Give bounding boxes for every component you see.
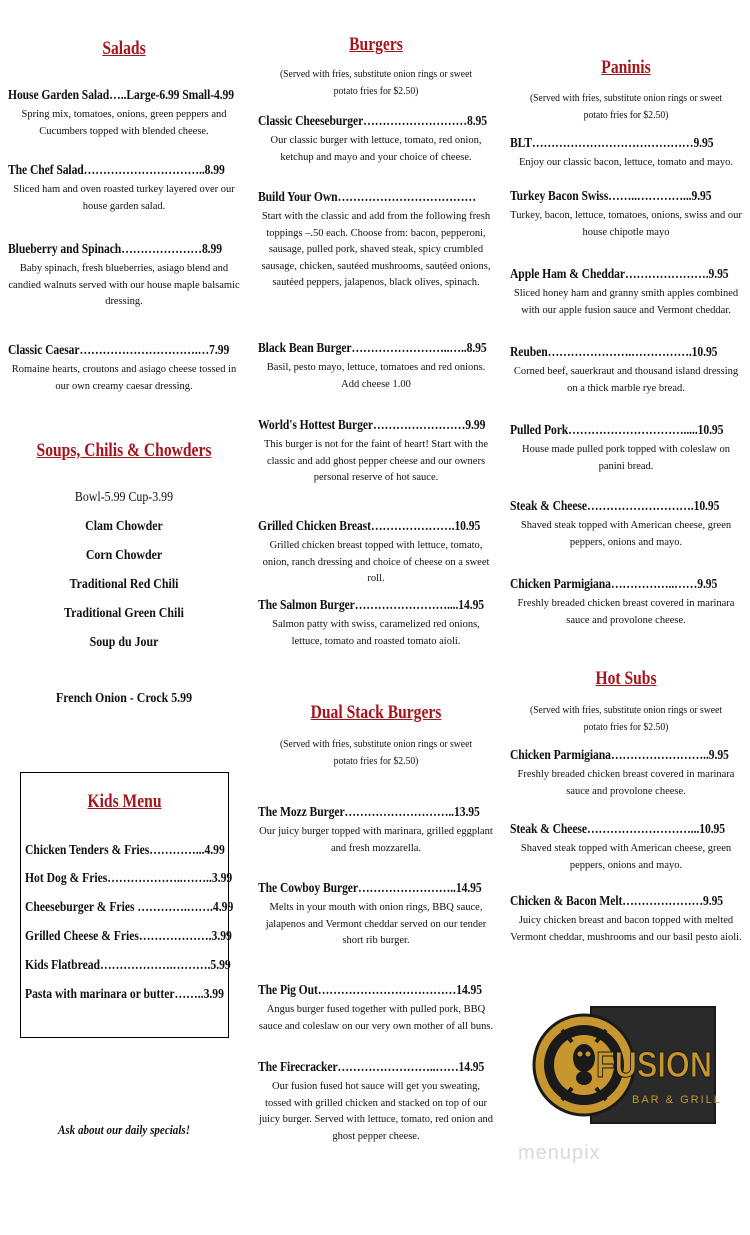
hot-subs-heading: Hot Subs <box>595 668 657 689</box>
kids-item: Pasta with marinara or butter……..3.99 <box>25 987 224 1002</box>
kids-heading-wrap <box>21 791 228 813</box>
hot-subs-note: (Served with fries, substitute onion rings or sweet potato fries for $2.50) <box>529 705 723 733</box>
item-desc: Shaved steak topped with American cheese, green peppers, onions and mayo. <box>520 520 732 548</box>
item-name: Grilled Chicken Breast………………….10.95 <box>258 519 481 534</box>
item-desc: Sliced ham and oven roasted turkey layered over our house garden salad. <box>13 184 235 212</box>
menu-item <box>510 894 742 946</box>
menu-item <box>258 341 494 393</box>
item-name: Steak & Cheese………………………...10.95 <box>510 822 725 837</box>
item-name: The Salmon Burger……………………....14.95 <box>258 598 485 613</box>
item-desc: Our classic burger with lettuce, tomato, red onion, ketchup and mayo and your choice of cheese. <box>270 135 482 163</box>
menu-item <box>510 136 742 172</box>
item-desc: Baby spinach, fresh blueberries, asiago blend and candied walnuts served with our house maple balsamic dressing. <box>8 263 240 308</box>
item-desc: Basil, pesto mayo, lettuce, tomatoes and red onions. Add cheese 1.00 <box>266 362 486 390</box>
item-desc: Spring mix, tomatoes, onions, green peppers and Cucumbers topped with blended cheese. <box>21 109 227 137</box>
item-desc: Salmon patty with swiss, caramelized red onions, lettuce, tomato and roasted tomato aioli. <box>272 619 480 647</box>
menu-item <box>510 748 742 800</box>
menu-item <box>510 189 742 241</box>
soup-item: Corn Chowder <box>85 548 163 563</box>
soup-item: Traditional Green Chili <box>64 606 184 621</box>
item-desc: Juicy chicken breast and bacon topped with melted Vermont cheddar, mushrooms and our basil pesto aioli. <box>510 915 742 943</box>
item-desc: Start with the classic and add from the following fresh toppings –.50 each. Choose from: bacon, pepperoni, sausage, pulled pork, shaved steak, spicy crumbled sausage, chicken, sautéed mushrooms, sautéed onions, sautéed peppers, jalapenos, black olives, spinach. <box>261 211 491 289</box>
item-name: Chicken & Bacon Melt…………………9.95 <box>510 894 724 909</box>
item-name: Reuben………………….…………….10.95 <box>510 345 718 360</box>
item-desc: Corned beef, sauerkraut and thousand island dressing on a thick marble rye bread. <box>513 366 739 394</box>
item-name: World's Hottest Burger……………………9.99 <box>258 418 486 433</box>
menu-item <box>510 822 742 874</box>
soup-item: Traditional Red Chili <box>69 577 179 592</box>
menu-item <box>510 577 742 629</box>
item-desc: Romaine hearts, croutons and asiago cheese tossed in our own creamy caesar dressing. <box>11 364 237 392</box>
soup-prices: Bowl-5.99 Cup-3.99 <box>74 490 174 505</box>
soup-item: Clam Chowder <box>85 519 163 534</box>
menu-item <box>510 267 742 319</box>
item-desc: Our fusion fused hot sauce will get you sweating, tossed with grilled chicken and stacked on top of our juicy burger. Served with lettuce, tomato, red onion and ghost pepper cheese. <box>259 1081 493 1142</box>
paninis-note: (Served with fries, substitute onion rings or sweet potato fries for $2.50) <box>529 93 723 121</box>
hot-subs-section <box>510 668 742 690</box>
item-desc: Shaved steak topped with American cheese, green peppers, onions and mayo. <box>520 843 732 871</box>
item-desc: Angus burger fused together with pulled pork, BBQ sauce and coleslaw on our very own mother of all buns. <box>258 1004 494 1032</box>
burgers-heading: Burgers <box>349 34 403 55</box>
menu-item <box>8 343 240 395</box>
menu-item <box>258 1060 494 1145</box>
menu-item <box>258 881 494 950</box>
french-onion: French Onion - Crock 5.99 <box>55 691 193 706</box>
item-desc: Freshly breaded chicken breast covered in marinara sauce and provolone cheese. <box>517 769 735 797</box>
item-desc: Turkey, bacon, lettuce, tomatoes, onions, swiss and our house chipotle mayo <box>510 210 742 238</box>
item-name: The Pig Out………………………………14.95 <box>258 983 482 998</box>
item-desc: Grilled chicken breast topped with lettuce, tomato, onion, ranch dressing and choice of cheese on a sweet roll. <box>262 540 490 585</box>
item-name: Turkey Bacon Swiss……..…………...9.95 <box>510 189 712 204</box>
menu-item <box>258 598 494 650</box>
menu-item <box>258 418 494 487</box>
item-name: Steak & Cheese……………………….10.95 <box>510 499 720 514</box>
item-name: Classic Caesar………………………….…7.99 <box>8 343 230 358</box>
item-desc: Melts in your mouth with onion rings, BBQ sauce, jalapenos and Vermont cheddar served on our tender short rib burger. <box>265 902 487 947</box>
soup-item: Soup du Jour <box>89 635 159 650</box>
menu-item <box>510 423 742 475</box>
kids-menu-box <box>20 772 234 1038</box>
item-name: The Mozz Burger………………………..13.95 <box>258 805 480 820</box>
item-desc: Sliced honey ham and granny smith apples combined with our apple fusion sauce and Vermont cheddar. <box>513 288 739 316</box>
item-desc: House made pulled pork topped with coleslaw on panini bread. <box>522 444 730 472</box>
menu-item <box>258 519 494 588</box>
dual-stack-heading: Dual Stack Burgers <box>310 702 442 723</box>
logo-subtext: BAR & GRILL <box>632 1094 722 1106</box>
kids-item: Kids Flatbread……………….……….5.99 <box>25 958 231 973</box>
menu-item <box>258 983 494 1035</box>
item-name: Apple Ham & Cheddar………………….9.95 <box>510 267 729 282</box>
item-name: Blueberry and Spinach…………………8.99 <box>8 242 222 257</box>
item-name: Black Bean Burger……………………..…..8.95 <box>258 341 487 356</box>
item-name: BLT……………………………………9.95 <box>510 136 714 151</box>
menu-item <box>258 805 494 857</box>
kids-item: Grilled Cheese & Fries……………….3.99 <box>25 929 232 944</box>
fusion-logo-graphic <box>532 990 722 1140</box>
fusion-logo <box>532 990 722 1140</box>
item-desc: Enjoy our classic bacon, lettuce, tomato and mayo. <box>518 157 734 168</box>
dual-stack-section <box>258 702 494 724</box>
menu-item <box>510 345 742 397</box>
item-name: The Firecracker……………………..……14.95 <box>258 1060 485 1075</box>
menu-item <box>258 190 494 292</box>
paninis-heading: Paninis <box>601 57 651 78</box>
item-name: The Cowboy Burger……………………..14.95 <box>258 881 482 896</box>
menu-item <box>8 88 240 140</box>
paninis-section <box>510 57 742 79</box>
item-name: Chicken Parmigiana……………..……9.95 <box>510 577 718 592</box>
burgers-note: (Served with fries, substitute onion rings or sweet potato fries for $2.50) <box>279 69 473 97</box>
kids-item: Hot Dog & Fries………………..……..3.99 <box>25 871 233 886</box>
kids-item: Cheeseburger & Fries ………….…….4.99 <box>25 900 234 915</box>
item-name: Build Your Own……………………………… <box>258 190 477 205</box>
item-name: Pulled Pork………………………….....10.95 <box>510 423 724 438</box>
menu-item <box>258 114 494 166</box>
soups-heading: Soups, Chilis & Chowders <box>36 440 212 461</box>
soups-section <box>8 440 240 462</box>
watermark: menupix <box>518 1142 601 1164</box>
logo-text: FUSION <box>596 1044 712 1085</box>
menu-item <box>510 499 742 551</box>
item-name: House Garden Salad…..Large-6.99 Small-4.99 <box>8 88 235 103</box>
burgers-section <box>258 34 494 56</box>
salads-section <box>8 38 240 60</box>
salads-heading: Salads <box>102 38 146 59</box>
menu-item <box>8 242 240 311</box>
kids-item: Chicken Tenders & Fries…………...4.99 <box>25 843 225 858</box>
menu-item <box>8 163 240 215</box>
item-name: Chicken Parmigiana……………………..9.95 <box>510 748 729 763</box>
item-desc: This burger is not for the faint of heart! Start with the classic and add ghost pepper cheese and our owners personal reserve of hot sauce. <box>263 439 489 484</box>
specials-note: Ask about our daily specials! <box>57 1122 190 1137</box>
item-name: Classic Cheeseburger………………………8.95 <box>258 114 488 129</box>
item-name: The Chef Salad…………………………..8.99 <box>8 163 225 178</box>
item-desc: Freshly breaded chicken breast covered in marinara sauce and provolone cheese. <box>517 598 735 626</box>
item-desc: Our juicy burger topped with marinara, grilled eggplant and fresh mozzarella. <box>259 826 493 854</box>
kids-heading: Kids Menu <box>87 791 162 812</box>
dual-stack-note: (Served with fries, substitute onion rings or sweet potato fries for $2.50) <box>279 739 473 767</box>
